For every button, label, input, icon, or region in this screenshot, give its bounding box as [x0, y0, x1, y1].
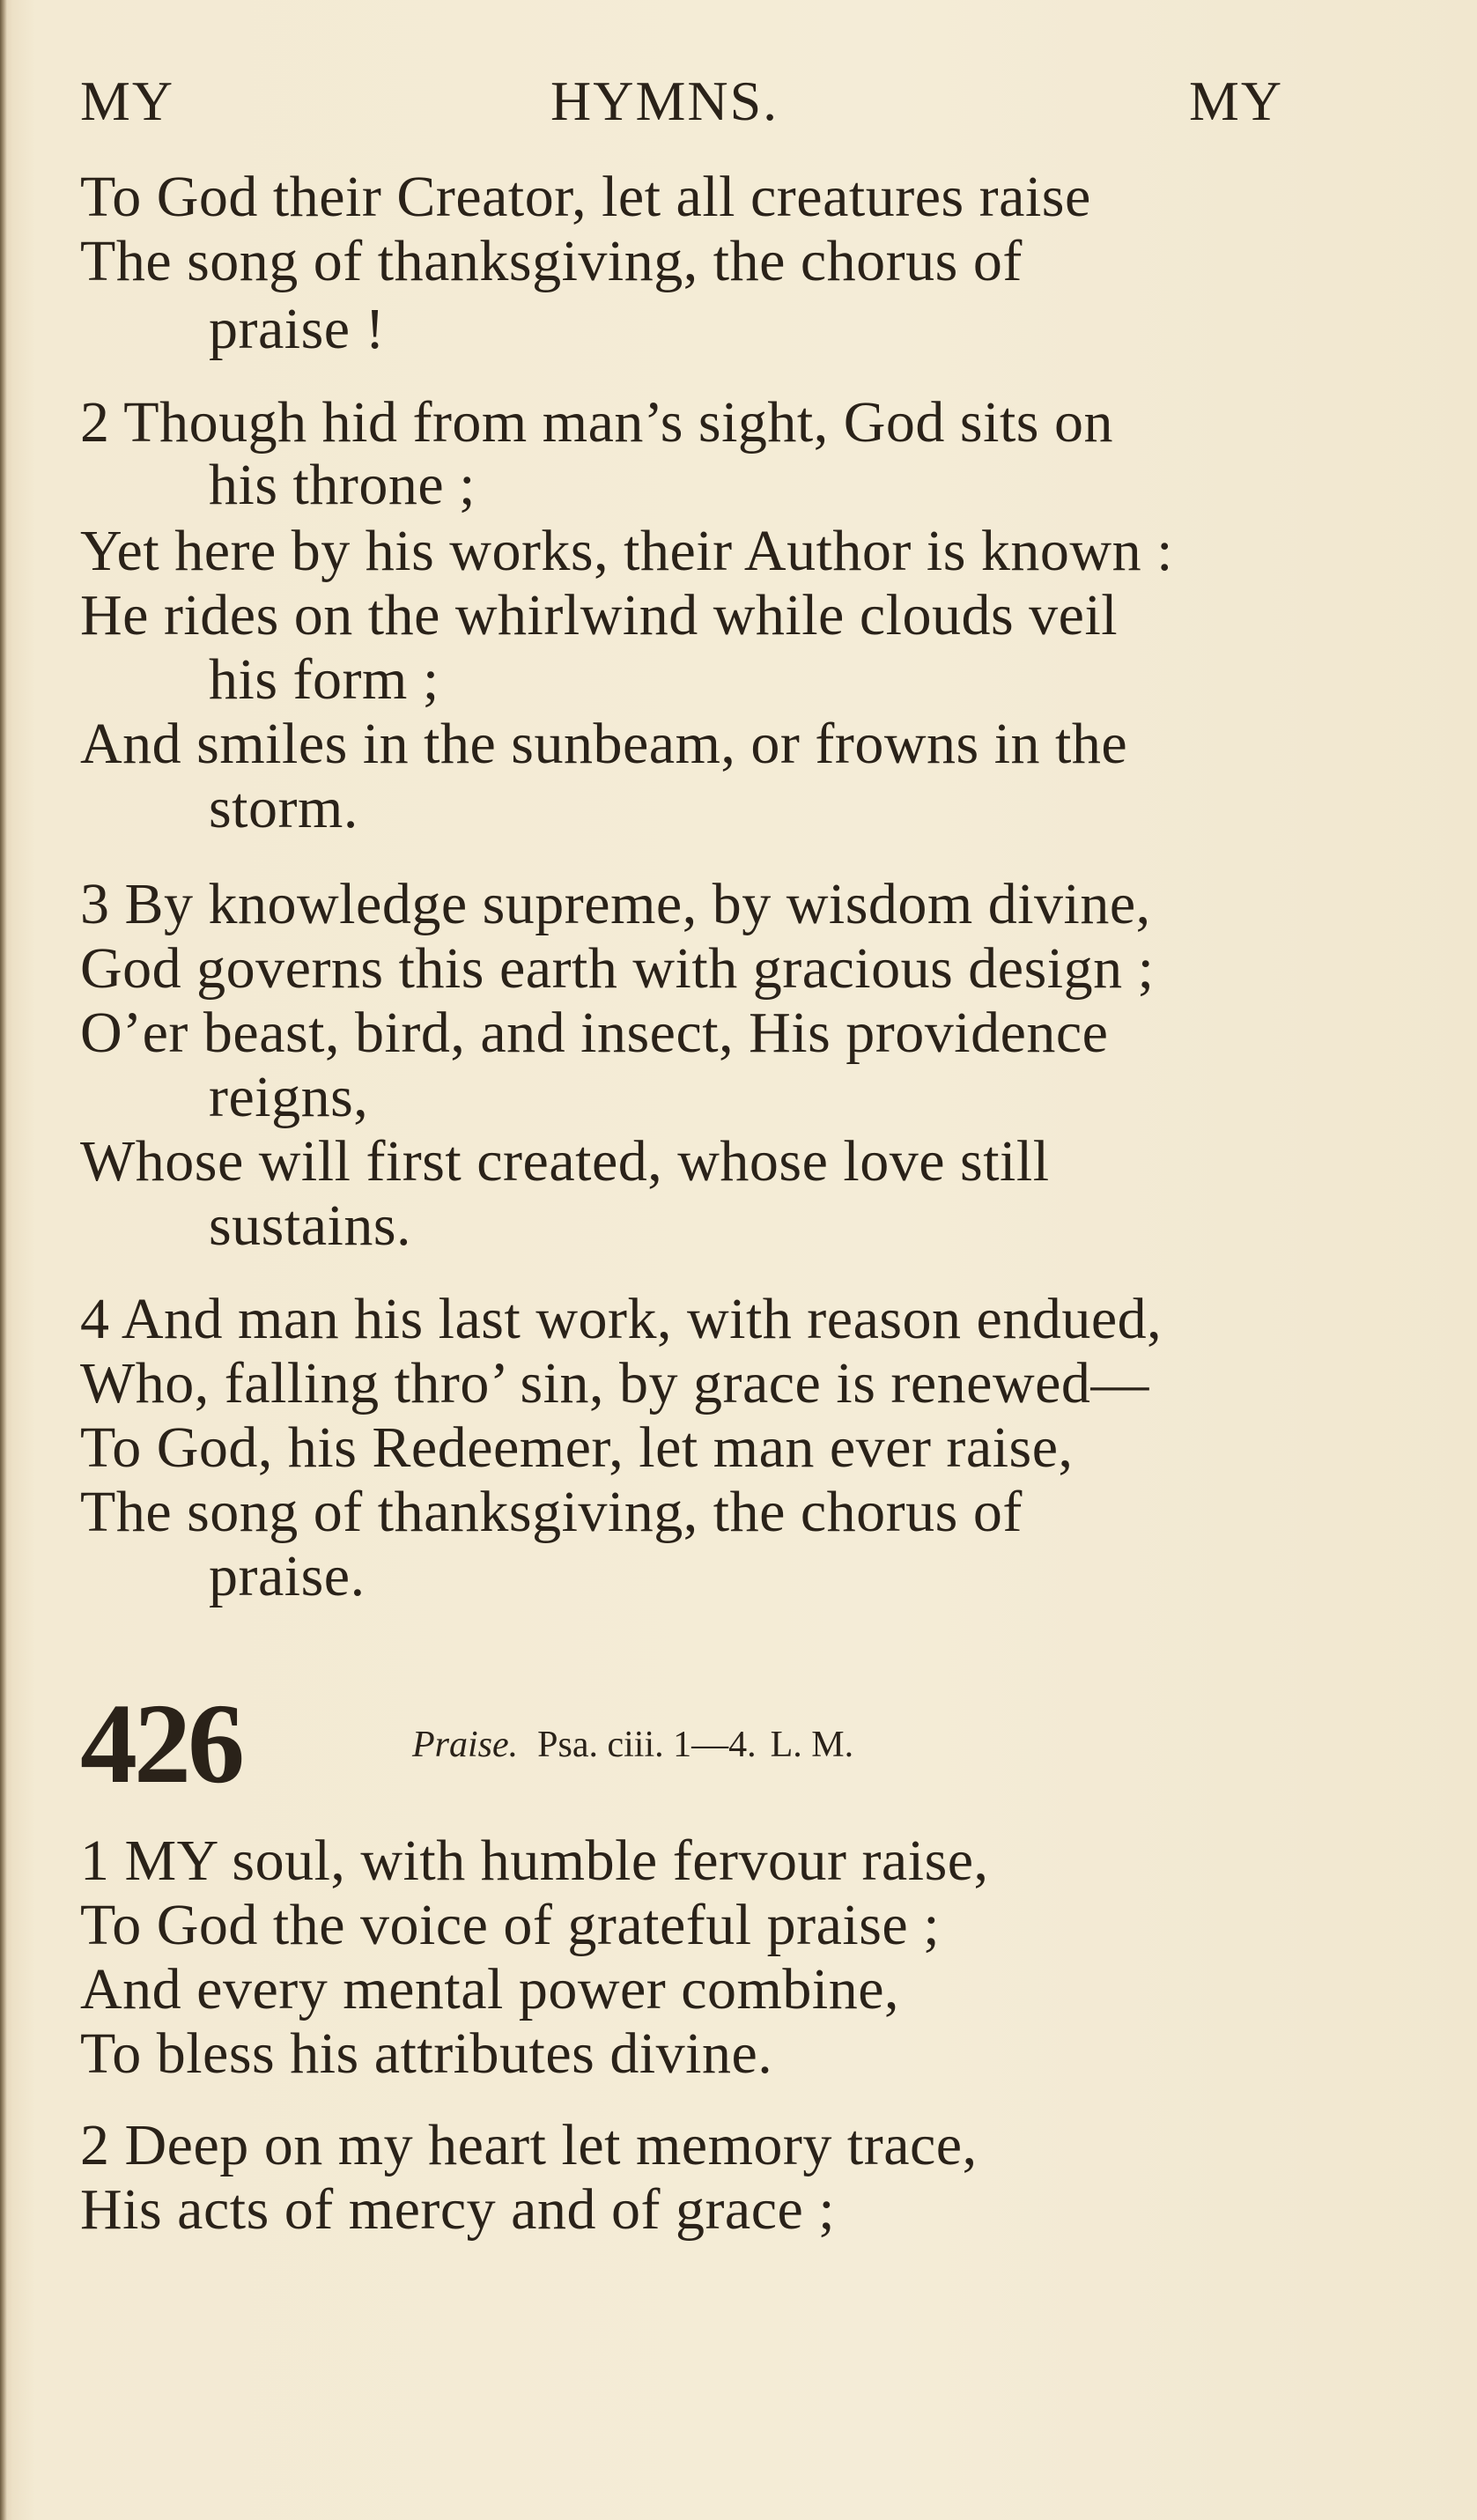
verse-line: The song of thanksgiving, the chorus of — [80, 229, 1023, 293]
hymn-heading — [412, 1723, 868, 1767]
verse-line: Who, falling thro’ sin, by grace is renewed— — [80, 1351, 1149, 1415]
verse-line: He rides on the whirlwind while clouds veil — [80, 583, 1119, 647]
verse-line: sustains. — [209, 1193, 412, 1258]
running-header-left: MY — [80, 70, 175, 132]
verse-line: The song of thanksgiving, the chorus of — [80, 1480, 1023, 1544]
verse-line: To God, his Redeemer, let man ever raise, — [80, 1415, 1074, 1480]
verse-line: God governs this earth with gracious design ; — [80, 936, 1155, 1001]
verse-line: And smiles in the sunbeam, or frowns in the — [80, 712, 1128, 776]
verse-line: His acts of mercy and of grace ; — [80, 2177, 836, 2242]
verse-line: 3 By knowledge supreme, by wisdom divine, — [80, 872, 1151, 936]
verse-line: To God their Creator, let all creatures raise — [80, 165, 1091, 229]
running-header-title: HYMNS. — [550, 70, 779, 132]
verse-line: praise. — [209, 1544, 366, 1608]
verse-line: his form ; — [209, 647, 439, 712]
verse-line: And every mental power combine, — [80, 1957, 900, 2021]
verse-line: praise ! — [209, 297, 386, 361]
verse-line: 2 Deep on my heart let memory trace, — [80, 2113, 978, 2177]
verse-line: his throne ; — [209, 453, 476, 517]
hymn-reference: Psa. ciii. 1—4. — [537, 1725, 757, 1765]
hymn-meter: L. M. — [770, 1725, 854, 1765]
verse-line: storm. — [209, 776, 358, 840]
book-binding-edge — [0, 0, 12, 2520]
verse-line: Yet here by his works, their Author is known : — [80, 519, 1173, 583]
verse-line: Whose will first created, whose love still — [80, 1129, 1050, 1193]
hymn-number: 426 — [80, 1681, 241, 1807]
running-header-right: MY — [1189, 70, 1284, 132]
verse-line: 1 MY soul, with humble fervour raise, — [80, 1829, 989, 1893]
verse-line: O’er beast, bird, and insect, His providence — [80, 1001, 1109, 1065]
verse-line: To bless his attributes divine. — [80, 2021, 773, 2086]
verse-line: reigns, — [209, 1065, 369, 1129]
verse-line: 2 Though hid from man’s sight, God sits on — [80, 390, 1113, 454]
hymn-title: Praise. — [412, 1725, 519, 1765]
verse-line: 4 And man his last work, with reason endued, — [80, 1287, 1163, 1351]
verse-line: To God the voice of grateful praise ; — [80, 1893, 941, 1957]
